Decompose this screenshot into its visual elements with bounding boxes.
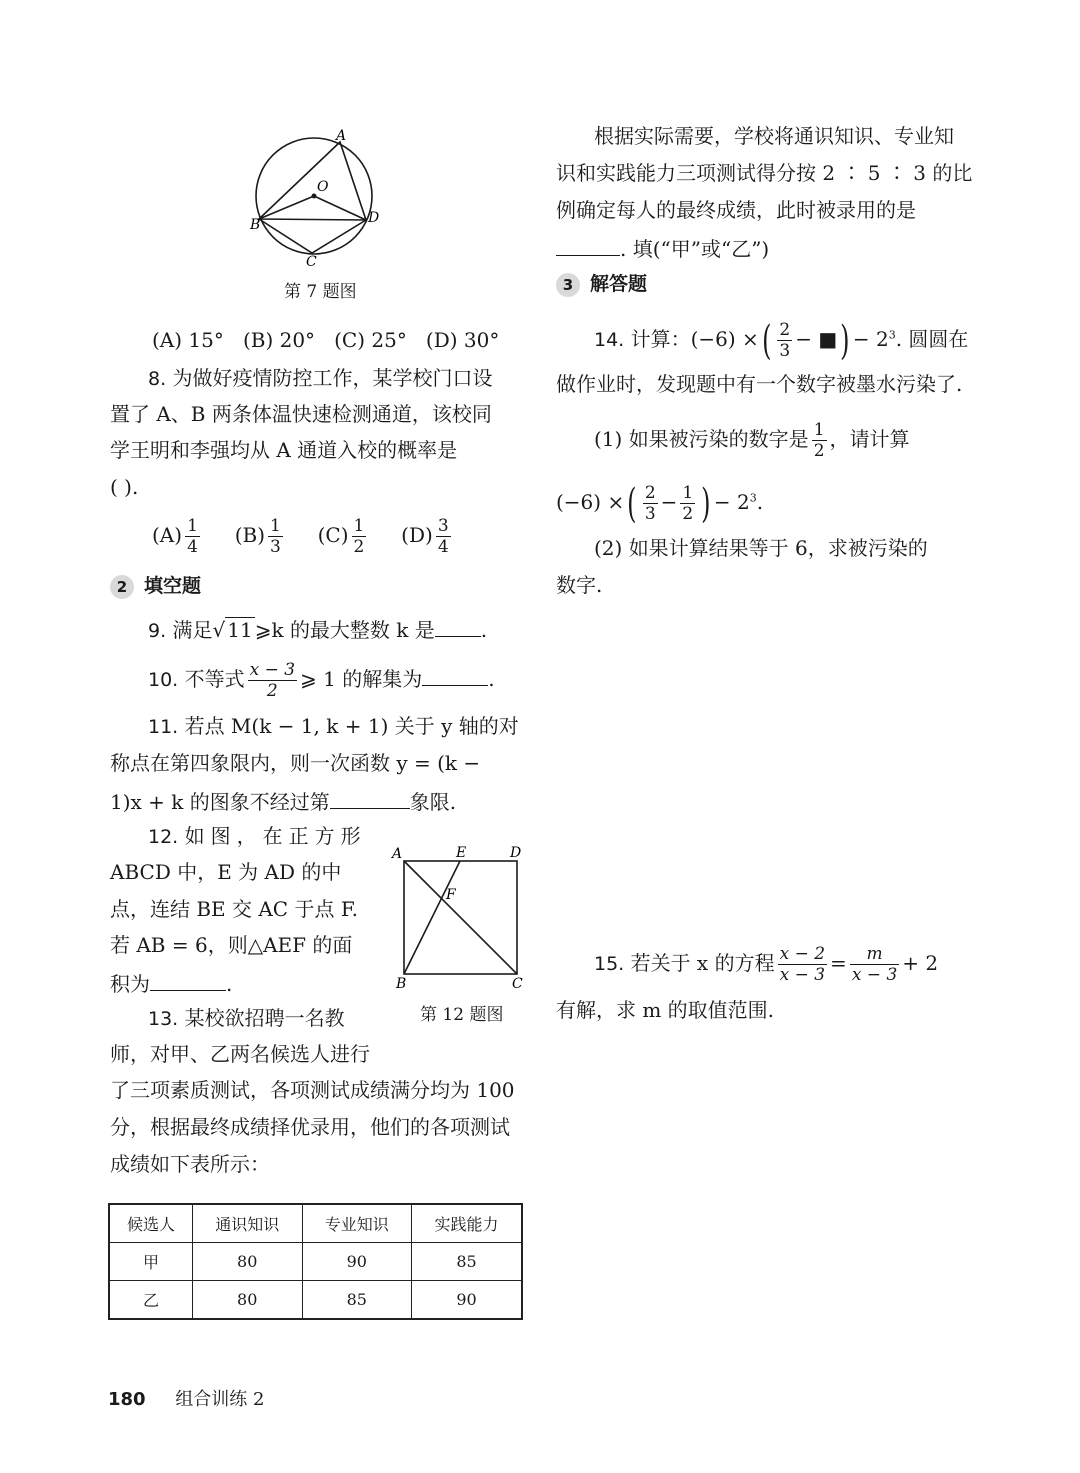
q8-line-4: ( ).	[110, 475, 139, 499]
table-cell: 90	[412, 1281, 522, 1320]
q13-line-2: 师，对甲、乙两名候选人进行	[110, 1042, 370, 1066]
q8-option-d: (D) $\frac{3}{4}$	[401, 516, 449, 557]
table-cell: 90	[302, 1243, 412, 1281]
section-2-heading	[110, 572, 201, 600]
q11-line-3: 1)x + k 的图象不经过第 象限.	[110, 786, 456, 816]
q8-option-c: (C) $\frac{1}{2}$	[317, 516, 365, 557]
table-cell: 85	[412, 1243, 522, 1281]
segment-bcd	[259, 219, 366, 253]
q12-line-3: 点，连结 BE 交 AC 于点 F.	[110, 897, 358, 921]
q13-cont-line-4: . 填(“甲”或“乙”)	[556, 233, 769, 263]
footer-title: 组合训练 2	[175, 1389, 265, 1410]
q15-line-1: 15. 若关于 x 的方程 $\frac{x - 2}{x - 3}$ = $\frac{m}{x - 3}$ + 2	[594, 944, 939, 985]
q8-option-b: (B) $\frac{1}{3}$	[234, 516, 281, 557]
q11-line-1: 11. 若点 M(k − 1, k + 1) 关于 y 轴的对	[148, 714, 519, 738]
table-header-cell: 专业知识	[302, 1204, 412, 1243]
label-b: B	[250, 217, 261, 233]
label-o: O	[317, 179, 329, 195]
diagonal-ac	[404, 861, 517, 974]
q13-cont-line-3: 例确定每人的最终成绩，此时被录用的是	[556, 198, 916, 222]
center-point	[312, 194, 317, 199]
segment-be	[404, 861, 460, 974]
table-cell: 85	[302, 1281, 412, 1320]
q12-line-1: 12. 如图，在正方形	[148, 824, 367, 848]
q13-answer-blank[interactable]	[556, 233, 620, 256]
q7-options	[152, 326, 499, 354]
q8-option-a: (A) $\frac{1}{4}$	[152, 516, 198, 557]
q14-part1-line-1: (1) 如果被污染的数字是 $\frac{1}{2}$ ，请计算	[594, 420, 910, 461]
label-d: D	[368, 210, 380, 226]
table-cell: 乙	[109, 1281, 192, 1320]
q13-cont-line-1: 根据实际需要，学校将通识知识、专业知	[594, 124, 954, 148]
q12-line-5: 积为 .	[110, 968, 232, 998]
q7-option-c: (C) 25°	[334, 328, 407, 352]
q12-line-4: 若 AB = 6，则△AEF 的面	[110, 933, 353, 957]
table-row	[109, 1281, 522, 1320]
q15-line-2: 有解，求 m 的取值范围.	[556, 998, 775, 1022]
segment-bo	[259, 196, 314, 219]
q13-cont-line-2: 识和实践能力三项测试得分按 2 ∶ 5 ∶ 3 的比	[556, 161, 973, 185]
q12-answer-blank[interactable]	[150, 968, 226, 991]
table-row	[109, 1243, 522, 1281]
label-d: D	[510, 845, 522, 861]
q11-answer-blank[interactable]	[330, 786, 410, 809]
table-header-cell: 通识知识	[192, 1204, 302, 1243]
q8-line-3: 学王明和李强均从 A 通道入校的概率是	[110, 438, 458, 462]
label-c: C	[306, 254, 317, 270]
q8-line-2: 置了 A、B 两条体温快速检测通道，该校同	[110, 402, 492, 426]
q13-line-1: 13. 某校欲招聘一名教	[148, 1006, 345, 1030]
table-cell: 甲	[109, 1243, 192, 1281]
section-2-title: 填空题	[144, 575, 202, 597]
q8-number: 8.	[148, 368, 167, 390]
q10: 10. 不等式 $\frac{x - 3}{2}$ ⩾ 1 的解集为 .	[148, 660, 495, 701]
q11-line-2: 称点在第四象限内，则一次函数 y = (k −	[110, 751, 481, 775]
q12-line-2: ABCD 中，E 为 AD 的中	[110, 860, 342, 884]
table-cell: 80	[192, 1243, 302, 1281]
q7-option-b: (B) 20°	[242, 328, 316, 352]
figure-12-caption: 第 12 题图	[420, 1005, 504, 1025]
section-3-heading	[556, 270, 647, 298]
section-3-badge: 3	[556, 273, 580, 297]
section-3-title: 解答题	[590, 273, 648, 295]
q7-option-a: (A) 15°	[152, 328, 224, 352]
label-e: E	[456, 845, 467, 861]
label-c: C	[512, 976, 523, 992]
q14-part2-line-2: 数字.	[556, 573, 603, 597]
q14-line-2: 做作业时，发现题中有一个数字被墨水污染了.	[556, 372, 963, 396]
figure-12-square	[388, 842, 536, 992]
q8-options	[152, 516, 454, 557]
label-f: F	[446, 887, 456, 903]
q13-line-5: 成绩如下表所示：	[110, 1152, 270, 1176]
label-a: A	[392, 846, 403, 862]
page-number: 180	[108, 1389, 146, 1410]
q13-line-4: 分，根据最终成绩择优录用，他们的各项测试	[110, 1115, 510, 1139]
q13-score-table	[108, 1203, 523, 1320]
q8-line-1: 8. 为做好疫情防控工作，某学校门口设	[148, 366, 493, 390]
figure-7-caption: 第 7 题图	[284, 282, 357, 302]
q13-line-3: 了三项素质测试，各项测试成绩满分均为 100	[110, 1078, 515, 1102]
q9-answer-blank[interactable]	[435, 614, 481, 637]
q9: 9. 满足√ 11 ⩾k 的最大整数 k 是 .	[148, 614, 487, 645]
q10-answer-blank[interactable]	[422, 663, 488, 686]
table-header-row	[109, 1204, 522, 1243]
section-2-badge: 2	[110, 575, 134, 599]
q14-part1-expression: (−6) ×( $\frac{2}{3}$ − $\frac{1}{2}$ ) − $2^3$.	[556, 480, 764, 527]
figure-7-circle	[240, 120, 400, 270]
label-a: A	[336, 128, 347, 144]
q14-part2-line-1: (2) 如果计算结果等于 6，求被污染的	[594, 536, 928, 560]
q7-option-d: (D) 30°	[425, 328, 500, 352]
label-b: B	[396, 976, 407, 992]
q14-line-1: 14. 计算：(−6) ×( $\frac{2}{3}$ − ■) − $2^3$. 圆圆在	[594, 317, 969, 364]
table-header-cell: 实践能力	[412, 1204, 522, 1243]
table-header-cell: 候选人	[109, 1204, 192, 1243]
footer	[108, 1386, 265, 1414]
table-cell: 80	[192, 1281, 302, 1320]
segment-od	[314, 196, 366, 220]
